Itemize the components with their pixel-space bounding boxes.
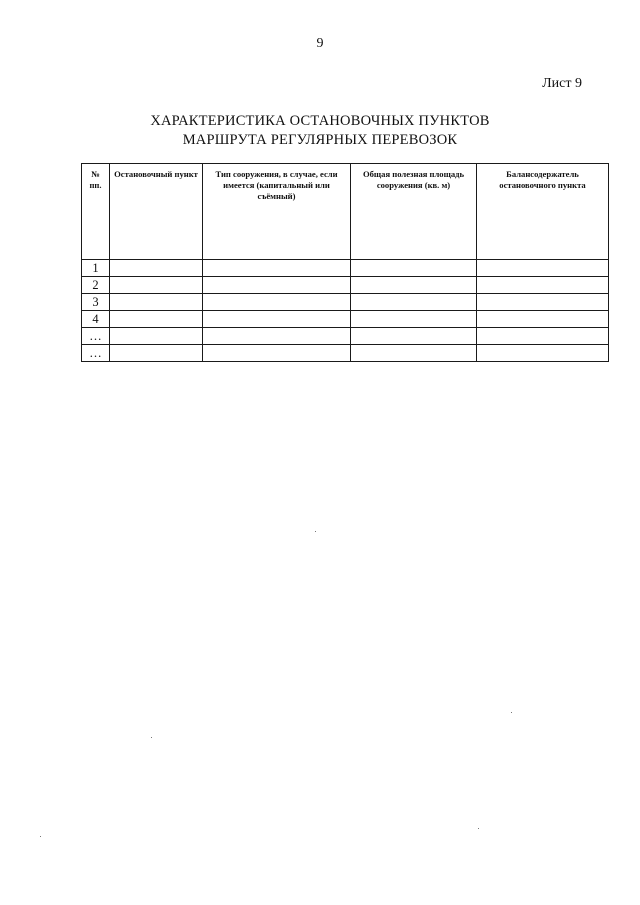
page-number: 9 [316, 36, 324, 51]
title-line-2: МАРШРУТА РЕГУЛЯРНЫХ ПЕРЕВОЗОК [182, 132, 458, 148]
balance-holder-cell [477, 260, 609, 277]
stop-point-cell [110, 277, 203, 294]
scan-speck [40, 836, 41, 837]
stop-point-cell [110, 328, 203, 345]
balance-holder-cell [477, 328, 609, 345]
scan-speck [315, 531, 316, 532]
structure-type-cell [203, 260, 351, 277]
table-row [82, 328, 609, 345]
scan-speck [151, 737, 152, 738]
balance-holder-cell [477, 345, 609, 362]
header-useful-area: Общая полезная площадь сооружения (кв. м) [351, 164, 477, 260]
document-title [0, 112, 640, 150]
header-balance-holder: Балансодержатель остановочного пункта [477, 164, 609, 260]
useful-area-cell [351, 328, 477, 345]
table-row [82, 311, 609, 328]
structure-type-cell [203, 328, 351, 345]
table-row [82, 277, 609, 294]
scan-speck [511, 712, 512, 713]
useful-area-cell [351, 345, 477, 362]
row-number-cell: 2 [82, 277, 110, 294]
structure-type-cell [203, 345, 351, 362]
header-number: № пп. [82, 164, 110, 260]
table-row [82, 345, 609, 362]
useful-area-cell [351, 260, 477, 277]
useful-area-cell [351, 311, 477, 328]
balance-holder-cell [477, 294, 609, 311]
useful-area-cell [351, 294, 477, 311]
table-header-row [82, 164, 609, 260]
stop-point-cell [110, 294, 203, 311]
stops-table [81, 163, 609, 362]
row-number-cell: … [82, 345, 110, 362]
balance-holder-cell [477, 277, 609, 294]
structure-type-cell [203, 294, 351, 311]
table-row [82, 294, 609, 311]
row-number-cell: 1 [82, 260, 110, 277]
stop-point-cell [110, 345, 203, 362]
structure-type-cell [203, 311, 351, 328]
table-row [82, 260, 609, 277]
row-number-cell: … [82, 328, 110, 345]
title-line-1: ХАРАКТЕРИСТИКА ОСТАНОВОЧНЫХ ПУНКТОВ [150, 113, 490, 129]
useful-area-cell [351, 277, 477, 294]
structure-type-cell [203, 277, 351, 294]
balance-holder-cell [477, 311, 609, 328]
scan-speck [478, 828, 479, 829]
stop-point-cell [110, 311, 203, 328]
row-number-cell: 4 [82, 311, 110, 328]
stop-point-cell [110, 260, 203, 277]
row-number-cell: 3 [82, 294, 110, 311]
sheet-label: Лист 9 [542, 76, 582, 91]
header-structure-type: Тип сооружения, в случае, если имеется (капитальный или съёмный) [203, 164, 351, 260]
header-stop-point: Остановочный пункт [110, 164, 203, 260]
